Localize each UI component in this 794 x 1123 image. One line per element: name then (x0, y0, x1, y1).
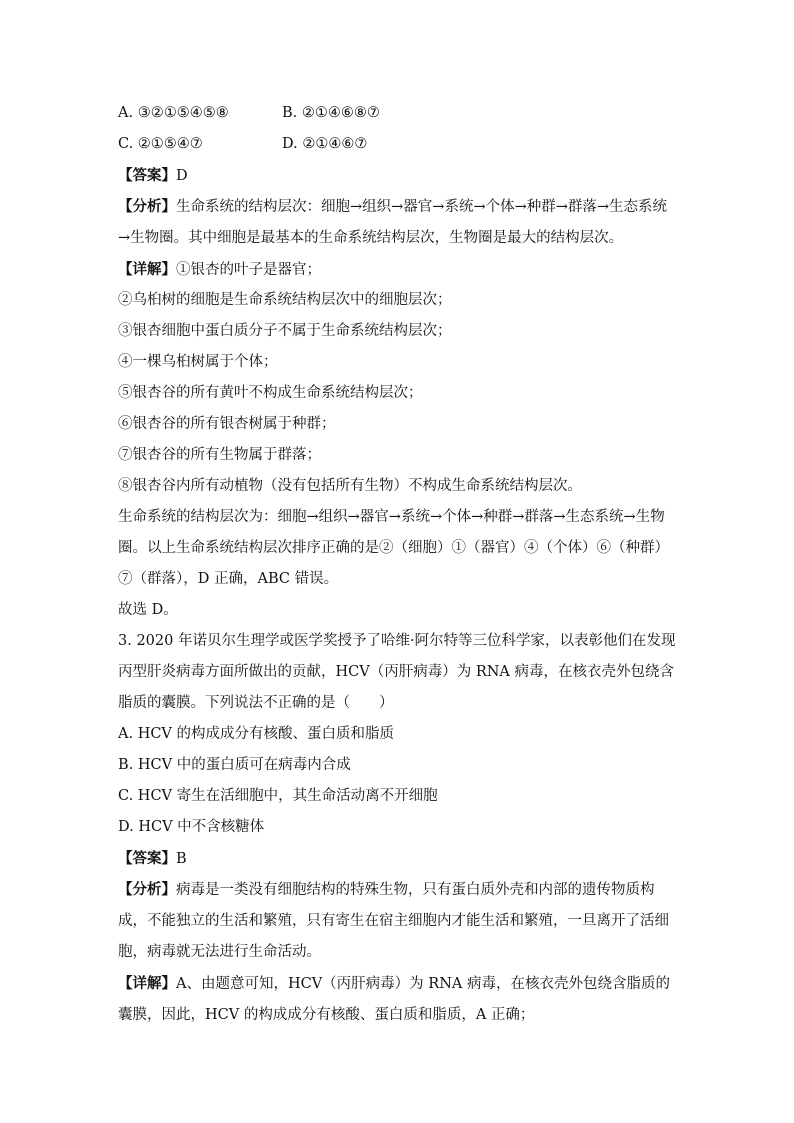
q3-stem: 3. 2020 年诺贝尔生理学或医学奖授予了哈维·阿尔特等三位科学家，以表彰他们在发现丙型肝炎病毒方面所做出的贡献，HCV（丙肝病毒）为 RNA 病毒，在核衣壳外包绕含脂质的囊膜。下列说法不正确的是（ ） (118, 633, 676, 711)
q2-detail-head: 【详解】①银杏的叶子是器官； (118, 261, 321, 278)
q3-choice-b: B. HCV 中的蛋白质可在病毒内合成 (118, 757, 351, 773)
q3-answer: 【答案】B (118, 850, 187, 867)
page-content (118, 98, 678, 1031)
options-row-1 (118, 98, 678, 129)
q2-detail-line: ②乌桕树的细胞是生命系统结构层次中的细胞层次； (118, 292, 452, 308)
q2-detail-line: ③银杏细胞中蛋白质分子不属于生命系统结构层次； (118, 323, 452, 339)
q2-answer: 【答案】D (118, 167, 188, 184)
q3-choice-a: A. HCV 的构成成分有核酸、蛋白质和脂质 (118, 726, 395, 742)
option-d: D. ②①④⑥⑦ (282, 136, 368, 152)
q2-analysis: 【分析】生命系统的结构层次：细胞→组织→器官→系统→个体→种群→群落→生态系统→生物圈。其中细胞是最基本的生命系统结构层次，生物圈是最大的结构层次。 (118, 198, 668, 246)
q2-detail-line: ⑦银杏谷的所有生物属于群落； (118, 447, 321, 463)
q3-choice-d: D. HCV 中不含核糖体 (118, 819, 265, 835)
q2-final: 故选 D。 (118, 602, 178, 618)
q2-detail-line: ⑥银杏谷的所有银杏树属于种群； (118, 416, 336, 432)
option-c: C. ②①⑤④⑦ (118, 136, 203, 152)
q3-detail: 【详解】A、由题意可知，HCV（丙肝病毒）为 RNA 病毒，在核衣壳外包绕含脂质的囊膜，因此，HCV 的构成成分有核酸、蛋白质和脂质，A 正确； (118, 975, 670, 1023)
q3-analysis: 【分析】病毒是一类没有细胞结构的特殊生物，只有蛋白质外壳和内部的遗传物质构成，不能独立的生活和繁殖，只有寄生在宿主细胞内才能生活和繁殖，一旦离开了活细胞，病毒就无法进行生命活动。 (118, 881, 669, 960)
q2-detail-line: ⑧银杏谷内所有动植物（没有包括所有生物）不构成生命系统结构层次。 (118, 478, 582, 494)
q2-conclusion: 生命系统的结构层次为：细胞→组织→器官→系统→个体→种群→群落→生态系统→生物圈。以上生命系统结构层次排序正确的是②（细胞）①（器官）④（个体）⑥（种群）⑦（群落），D 正确，ABC 错误。 (118, 509, 669, 587)
q2-detail-line: ⑤银杏谷的所有黄叶不构成生命系统结构层次； (118, 385, 423, 401)
options-row-2 (118, 129, 678, 160)
q3-choice-c: C. HCV 寄生在活细胞中，其生命活动离不开细胞 (118, 788, 438, 804)
option-b: B. ②①④⑥⑧⑦ (282, 105, 380, 121)
option-a: A. ③②①⑤④⑤⑧ (118, 105, 229, 121)
q2-detail-line: ④一棵乌桕树属于个体； (118, 354, 278, 370)
